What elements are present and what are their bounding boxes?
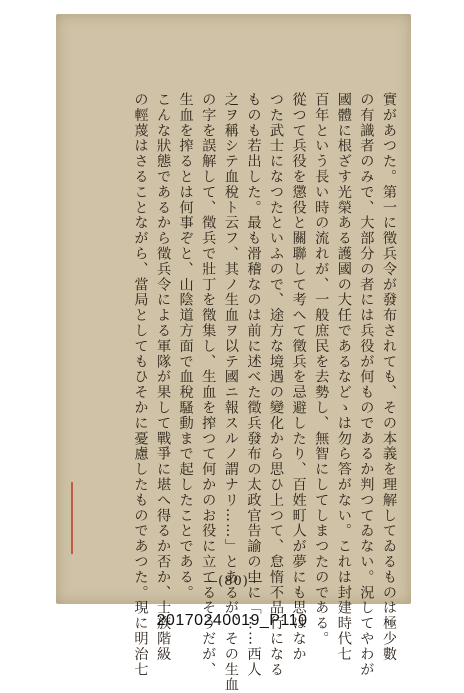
text-column: 百年という長い時の流れが、一般庶民を去勢し、無智にしてしまつたのである。 <box>313 92 330 647</box>
text-column: 國體に根ざす光榮ある護國の大任であるなどゝは勿ら答がない。これは封建時代七 <box>335 92 352 662</box>
text-column: 實があつた。第一に徵兵令が發布されても、その本義を理解してゐるものは極少數 <box>381 92 397 662</box>
text-column: 從つて兵役を懲役と關聯して考へて徵兵を忌避したり、百姓町人が夢にも思はなか <box>290 92 307 662</box>
text-column: 之ヲ稱シテ血稅ト云フ、其ノ生血ヲ以テ國ニ報スルノ謂ナリ……」とあるが、その生血 <box>222 92 239 693</box>
text-column: つた武士になつたといふので、途方な境遇の變化から思ひ上つて、怠惰不品行になる <box>268 92 285 678</box>
text-column: こんな狀態であるから徵兵令による軍隊が果して戰爭に堪へ得るか否か、士族階級 <box>155 92 172 662</box>
text-column: 生血を搾るとは何事ぞと、山陰道方面で血稅騷動まで起したことである。 <box>177 92 194 601</box>
image-caption: 20170240019_P110 <box>156 612 308 629</box>
text-column: ものも若出した。最も滑稽なのは前に述べた徵兵發布の太政官告諭の中に「……西人 <box>245 92 262 678</box>
text-column: の字を誤解して、徵兵で壯丁を徵集し、生血を搾つて何かのお役に立てるそうだが、 <box>200 92 217 678</box>
page-number: ―(80)― <box>204 574 263 589</box>
red-pen-mark <box>71 482 73 554</box>
text-column: の輕蔑はさることながら、當局としてもひそかに憂慮したものであつた。現に明治七 <box>132 92 149 678</box>
text-column: の有識者のみで、大部分の者には兵役が何ものであるか判つてゐない。況してやわが <box>358 92 375 678</box>
